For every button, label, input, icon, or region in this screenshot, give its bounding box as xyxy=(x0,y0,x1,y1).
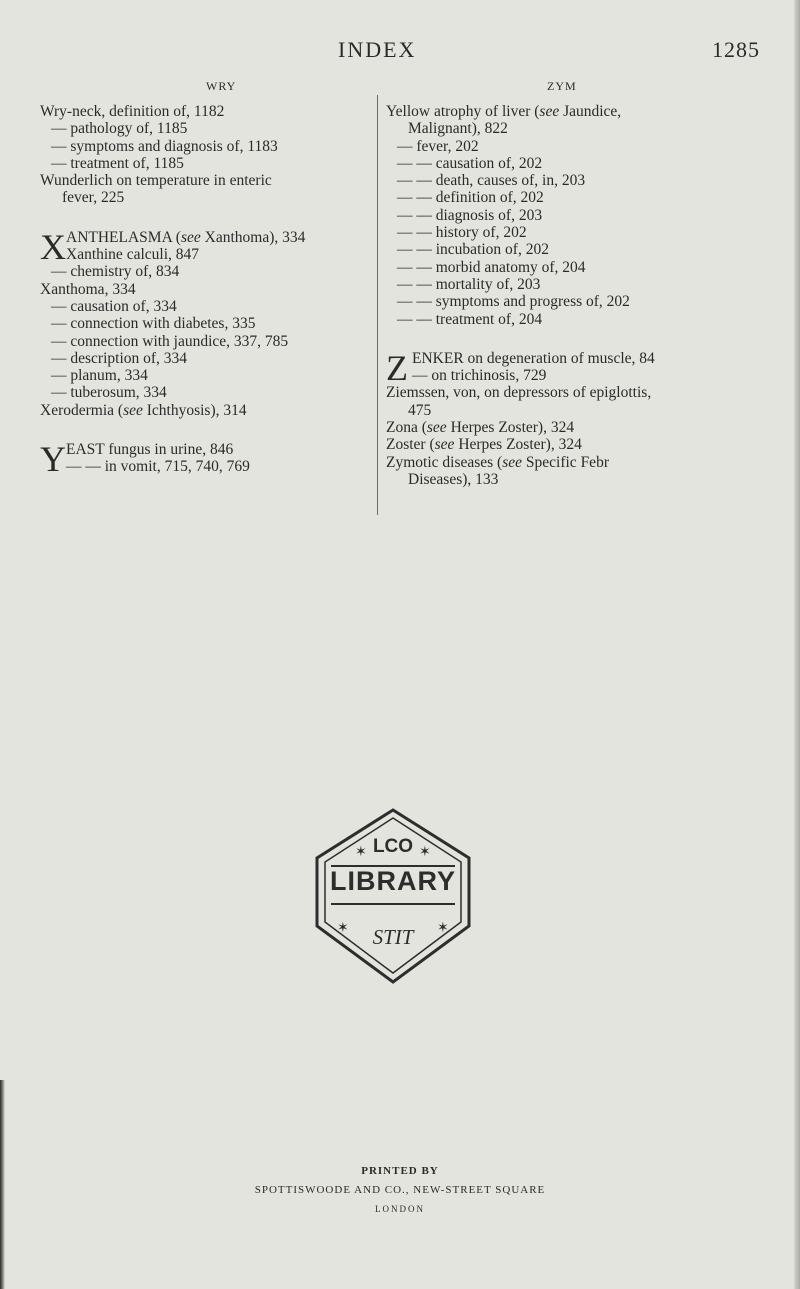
index-subentry: — — diagnosis of, 203 xyxy=(397,206,543,224)
library-stamp-icon xyxy=(313,806,473,986)
index-entry: Xerodermia (see Ichthyosis), 314 xyxy=(40,401,247,419)
index-subentry: — pathology of, 1185 xyxy=(51,120,188,138)
stamp-star-icon: ✶ xyxy=(437,921,449,936)
z-section xyxy=(386,347,781,488)
page-edge-right xyxy=(794,0,800,1289)
x-section xyxy=(40,226,370,419)
index-subentry: — treatment of, 1185 xyxy=(51,154,184,172)
index-entry: Wunderlich on temperature in enteric xyxy=(40,172,272,190)
index-subentry: — — treatment of, 204 xyxy=(397,310,543,328)
index-entry: EAST fungus in urine, 846 xyxy=(66,441,234,459)
index-entry: ANTHELASMA (see Xanthoma), 334 xyxy=(66,228,306,246)
index-subentry: — planum, 334 xyxy=(51,367,148,385)
index-subentry: — — death, causes of, in, 203 xyxy=(397,172,586,190)
printer-imprint xyxy=(0,1162,800,1219)
index-subentry: — — causation of, 202 xyxy=(397,154,543,172)
index-entry: Xanthoma, 334 xyxy=(40,280,136,298)
index-subentry: — — morbid anatomy of, 204 xyxy=(397,258,586,276)
index-subentry: — connection with diabetes, 335 xyxy=(51,315,256,333)
right-column-head: ZYM xyxy=(547,79,577,93)
index-subentry: — — in vomit, 715, 740, 769 xyxy=(66,458,250,476)
index-subentry: — — incubation of, 202 xyxy=(397,241,549,259)
index-subentry: — — symptoms and progress of, 202 xyxy=(397,293,630,311)
index-entry-continuation: 475 xyxy=(408,401,432,419)
index-subentry: — — definition of, 202 xyxy=(397,189,544,207)
imprint-line: PRINTED BY xyxy=(361,1165,439,1177)
stamp-label: LIBRARY xyxy=(330,866,456,896)
index-subentry: — description of, 334 xyxy=(51,349,188,367)
wry-entries xyxy=(40,103,370,207)
index-subentry: — fever, 202 xyxy=(397,137,479,155)
y-section xyxy=(40,439,370,480)
stamp-star-icon: ✶ xyxy=(337,921,349,936)
imprint-line: SPOTTISWOODE AND CO., NEW-STREET SQUARE xyxy=(254,1184,546,1196)
index-entry-continuation: Diseases), 133 xyxy=(408,470,499,488)
index-subentry: — tuberosum, 334 xyxy=(51,384,167,402)
drop-cap-z: Z xyxy=(386,347,408,388)
running-head xyxy=(0,37,800,67)
index-subentry: — symptoms and diagnosis of, 1183 xyxy=(51,137,278,155)
index-entry-continuation: Malignant), 822 xyxy=(408,120,508,138)
page-title: INDEX xyxy=(338,37,417,62)
index-subentry: — on trichinosis, 729 xyxy=(412,367,547,385)
stamp-star-icon: ✶ xyxy=(419,845,431,860)
index-entry: Zona (see Herpes Zoster), 324 xyxy=(386,419,575,437)
stamp-star-icon: ✶ xyxy=(355,845,367,860)
index-subentry: — — history of, 202 xyxy=(397,224,527,242)
yellow-entries xyxy=(386,103,781,328)
index-entry: Zymotic diseases (see Specific Febr xyxy=(386,453,609,471)
index-subentry: — chemistry of, 834 xyxy=(51,263,180,281)
drop-cap-x: X xyxy=(40,226,66,267)
page-number: 1285 xyxy=(712,37,760,62)
drop-cap-y: Y xyxy=(40,439,66,480)
index-subentry: — — mortality of, 203 xyxy=(397,275,541,293)
index-subentry: — causation of, 334 xyxy=(51,297,177,315)
index-subentry: — connection with jaundice, 337, 785 xyxy=(51,332,289,350)
index-entry-continuation: fever, 225 xyxy=(62,189,125,207)
stamp-arc-bottom: STIT xyxy=(372,925,414,949)
left-column xyxy=(40,103,370,480)
stamp-arc-top: LCO xyxy=(372,836,414,857)
index-entry: Xanthine calculi, 847 xyxy=(66,246,199,264)
index-entry: Yellow atrophy of liver (see Jaundice, xyxy=(386,103,622,120)
index-entry: ENKER on degeneration of muscle, 84 xyxy=(412,349,655,367)
left-column-head: WRY xyxy=(206,79,237,93)
imprint-line: LONDON xyxy=(375,1204,425,1214)
right-column xyxy=(386,103,781,488)
index-entry: Wry-neck, definition of, 1182 xyxy=(40,103,225,120)
index-entry: Ziemssen, von, on depressors of epiglottis, xyxy=(386,384,652,402)
column-divider xyxy=(377,95,378,515)
index-entry: Zoster (see Herpes Zoster), 324 xyxy=(386,436,582,454)
